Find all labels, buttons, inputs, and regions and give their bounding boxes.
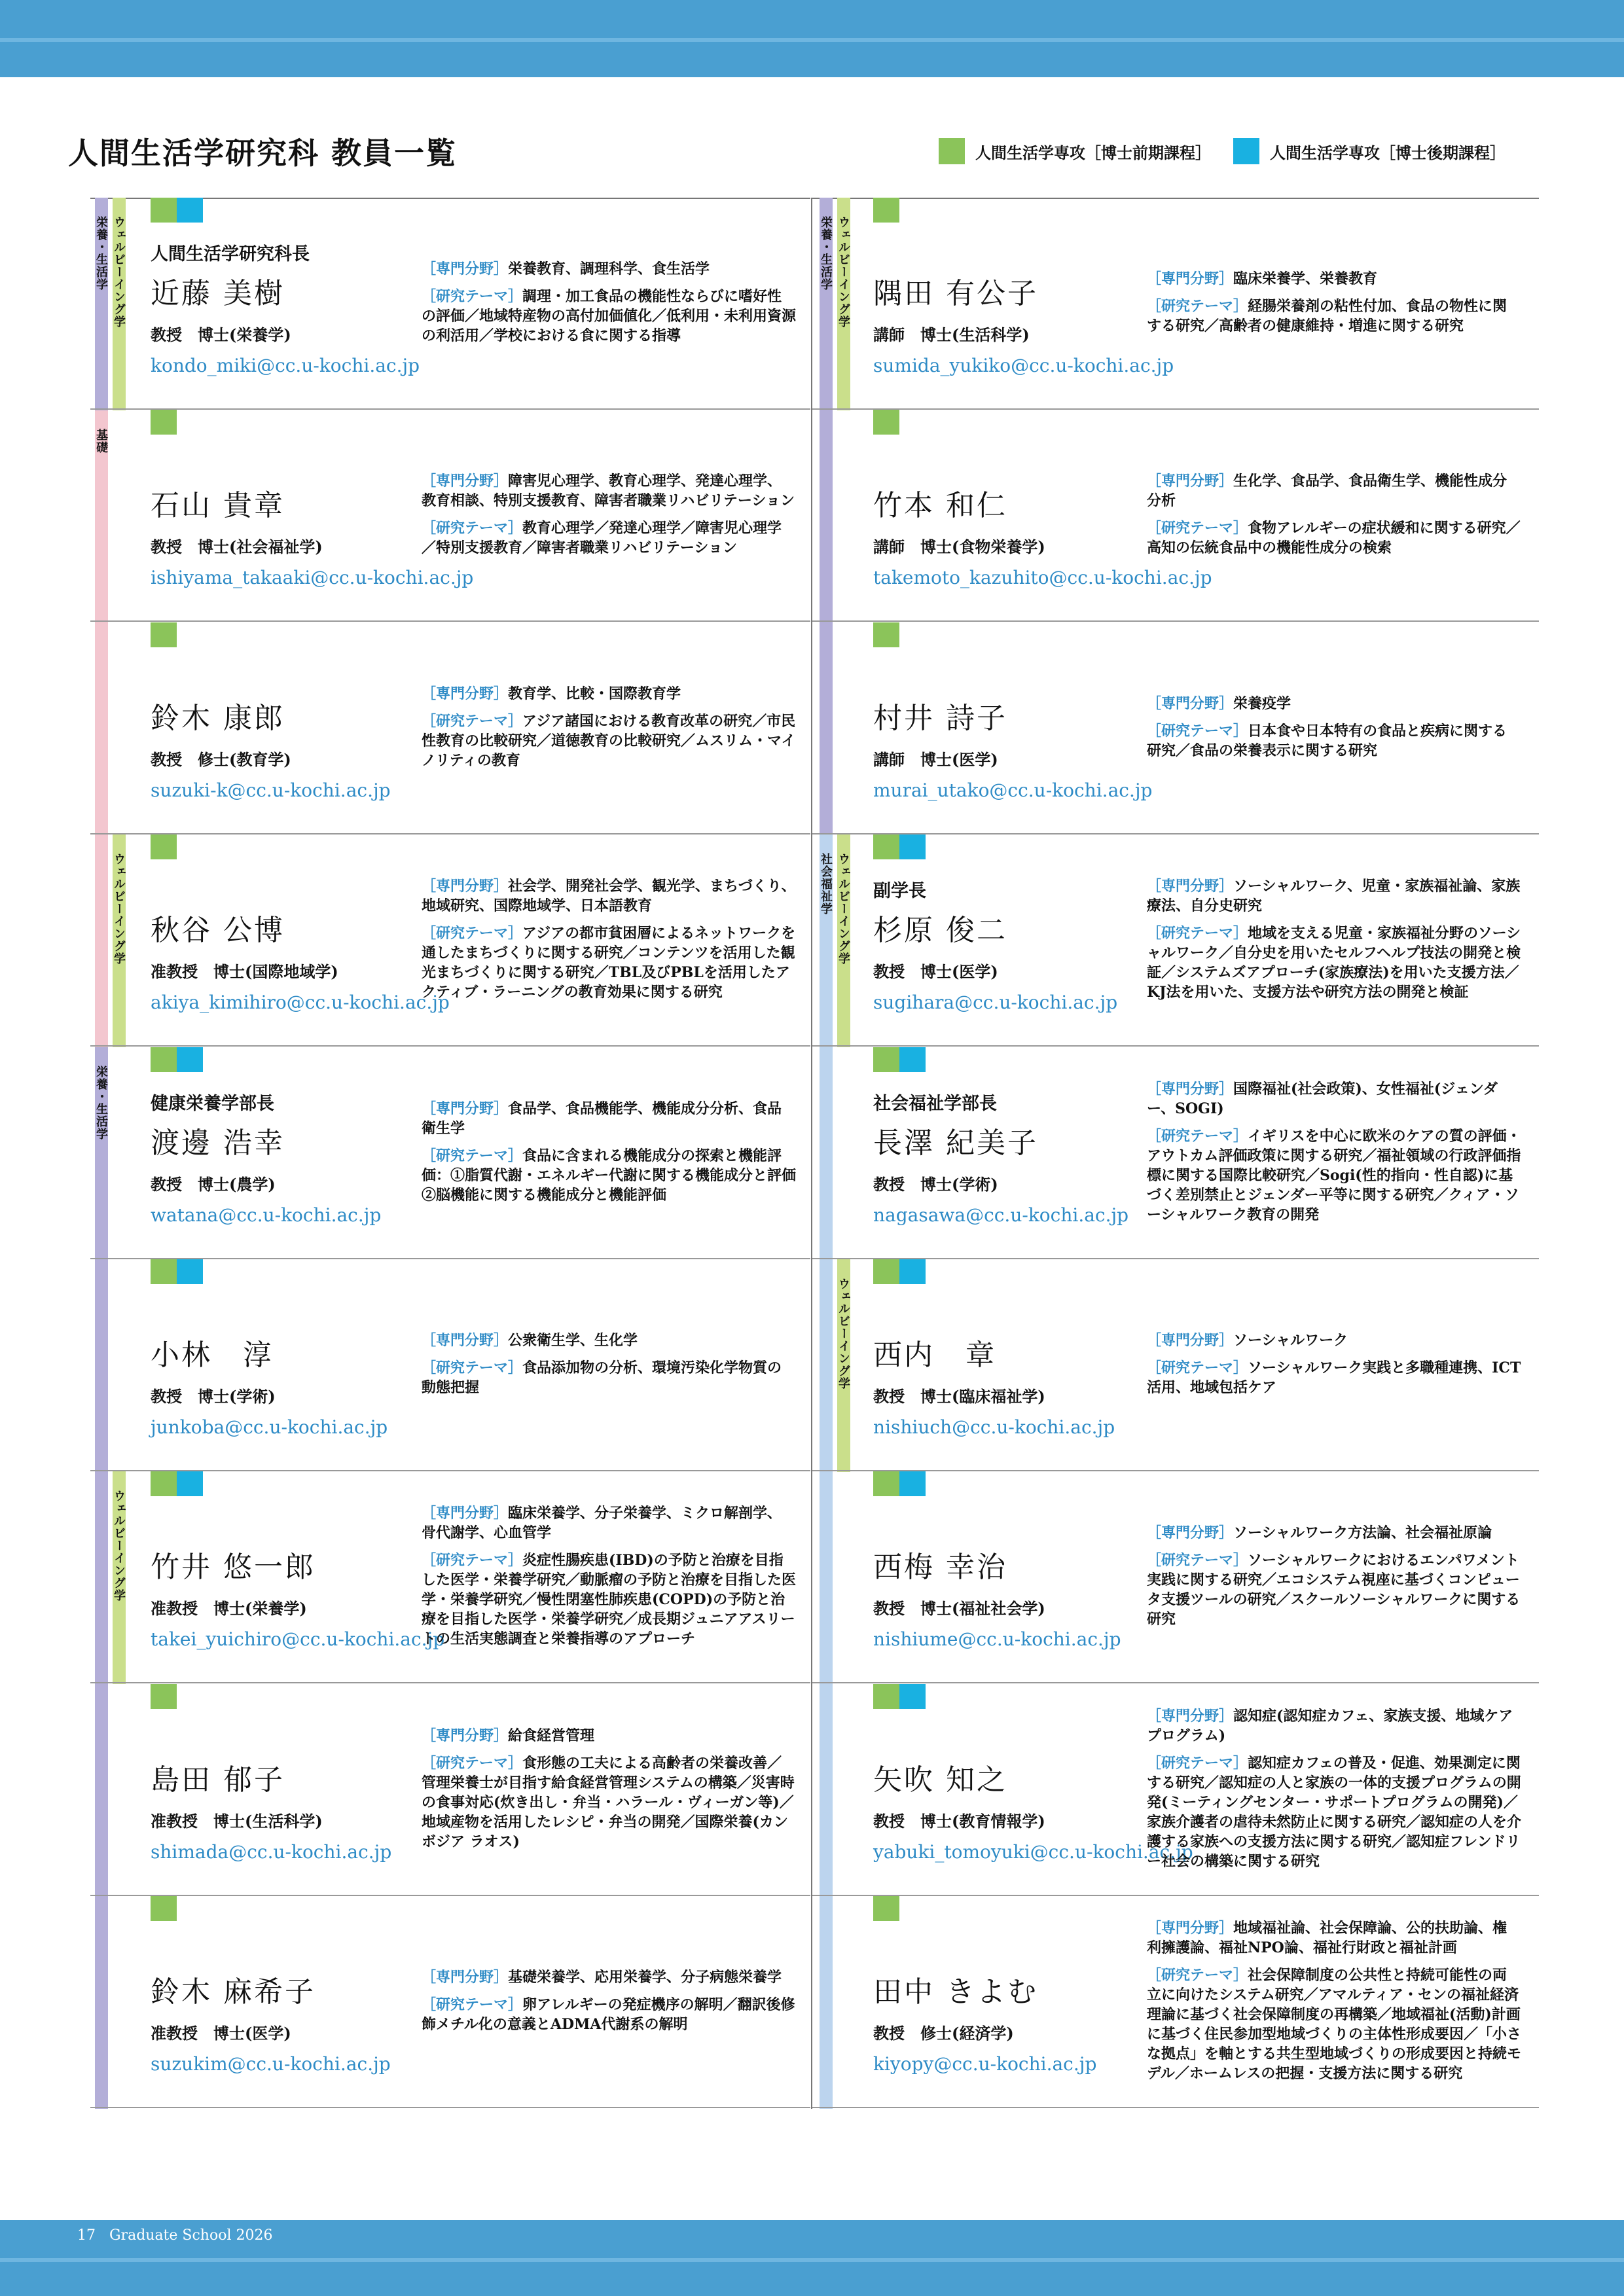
theme-text: 食物アレルギーの症状緩和に関する研究／高知の伝統食品中の機能性成分の検索 (1147, 520, 1521, 556)
program-tag-green (151, 834, 177, 859)
theme-label: ［研究テーマ］ (1147, 1755, 1248, 1772)
faculty-email[interactable]: junkoba@cc.u-kochi.ac.jp (151, 1416, 388, 1438)
research-theme (1147, 1126, 1521, 1225)
category-label: 社会福祉学 (819, 853, 833, 915)
program-tag-cyan (899, 1684, 926, 1709)
program-tags (873, 1471, 926, 1496)
theme-text: 地域を支える児童・家族福祉分野のソーシャルワーク／自分史を用いたセルフヘルプ技法の開発と検証／システムズアプローチ(家族療法)を用いた支援方法／KJ法を用いた、支援方法や研究方法の開発と検証 (1147, 925, 1521, 1001)
faculty-card (812, 834, 1539, 1047)
specialty-field (422, 1099, 796, 1138)
row-divider (812, 1682, 1539, 1683)
faculty-position: 教授 博士(教育情報学) (873, 1812, 1045, 1831)
faculty-email[interactable]: ishiyama_takaaki@cc.u-kochi.ac.jp (151, 567, 474, 588)
faculty-position: 教授 博士(臨床福祉学) (873, 1387, 1045, 1406)
field-label: ［専門分野］ (1147, 1920, 1234, 1937)
theme-label: ［研究テーマ］ (422, 1552, 523, 1569)
faculty-email[interactable]: kondo_miki@cc.u-kochi.ac.jp (151, 355, 420, 376)
faculty-name: 西内 章 (873, 1338, 996, 1372)
faculty-card (90, 622, 810, 834)
faculty-name: 島田 郁子 (151, 1763, 285, 1797)
theme-label: ［研究テーマ］ (1147, 1359, 1248, 1376)
theme-text: 日本食や日本特有の食品と疾病に関する研究／食品の栄養表示に関する研究 (1147, 723, 1507, 759)
field-label: ［専門分野］ (1147, 1708, 1234, 1725)
field-text: 食品学、食品機能学、機能成分分析、食品衛生学 (422, 1100, 782, 1137)
program-tag-green (873, 410, 899, 435)
program-tags (151, 1471, 203, 1496)
faculty-card (812, 198, 1539, 410)
field-label: ［専門分野］ (1147, 270, 1234, 287)
research-theme (422, 1551, 796, 1649)
field-label: ［専門分野］ (422, 1505, 509, 1522)
legend-swatch-cyan (1233, 138, 1259, 164)
faculty-position: 講師 博士(食物栄養学) (873, 537, 1045, 556)
faculty-email[interactable]: takemoto_kazuhito@cc.u-kochi.ac.jp (873, 567, 1212, 588)
research-theme (1147, 1358, 1521, 1397)
program-tag-green (151, 1047, 177, 1072)
theme-text: 社会保障制度の公共性と持続可能性の両立に向けたシステム研究／アマルティア・センの福祉経済理論に基づく社会保障制度の再構築／地域福祉(活動)計画に基づく住民参加型地域づくりの主体性形成要因／「小さな拠点」を軸とする共生型地域づくりの形成要因と持続モデル／ホームレスの把握・支援方法に関する研究 (1147, 1967, 1522, 2082)
category-label: 栄養・生活学 (819, 216, 833, 291)
specialty-field (422, 684, 796, 704)
faculty-email[interactable]: murai_utako@cc.u-kochi.ac.jp (873, 780, 1153, 801)
faculty-name: 長澤 紀美子 (873, 1126, 1038, 1160)
specialty-field (422, 876, 796, 916)
faculty-card (90, 834, 810, 1047)
faculty-name: 西梅 幸治 (873, 1551, 1007, 1584)
research-theme (1147, 1753, 1521, 1871)
field-text: ソーシャルワーク (1233, 1332, 1348, 1349)
research-theme (422, 1995, 796, 2034)
research-info (422, 198, 796, 407)
faculty-position: 教授 博士(社会福祉学) (151, 537, 323, 556)
faculty-position: 教授 博士(医学) (873, 962, 998, 981)
program-tags (151, 1684, 177, 1709)
faculty-email[interactable]: shimada@cc.u-kochi.ac.jp (151, 1841, 392, 1863)
research-theme (1147, 1965, 1521, 2083)
faculty-email[interactable]: nishiume@cc.u-kochi.ac.jp (873, 1628, 1121, 1650)
faculty-card (812, 410, 1539, 622)
faculty-name: 渡邊 浩幸 (151, 1126, 285, 1160)
specialty-field (1147, 1706, 1521, 1746)
specialty-field (422, 259, 796, 279)
faculty-name: 村井 詩子 (873, 702, 1007, 735)
theme-label: ［研究テーマ］ (422, 1755, 523, 1772)
specialty-field (422, 1503, 796, 1543)
theme-text: 食品に含まれる機能成分の探索と機能評価：①脂質代謝・エネルギー代謝に関する機能成分と評価②脳機能に関する機能成分と機能評価 (422, 1147, 797, 1204)
faculty-name: 矢吹 知之 (873, 1763, 1007, 1797)
faculty-name: 秋谷 公博 (151, 914, 285, 947)
research-theme (1147, 924, 1521, 1002)
faculty-email[interactable]: suzuki-k@cc.u-kochi.ac.jp (151, 780, 391, 801)
theme-text: 調理・加工食品の機能性ならびに嗜好性の評価／地域特産物の高付加価値化／低利用・未利用資源の利活用／学校における食に関する指導 (422, 288, 797, 344)
program-tags (873, 198, 899, 223)
specialty-field (1147, 1918, 1521, 1958)
program-tag-green (873, 1471, 899, 1496)
row-divider (812, 620, 1539, 622)
faculty-email[interactable]: kiyopy@cc.u-kochi.ac.jp (873, 2053, 1097, 2075)
theme-text: イギリスを中心に欧米のケアの質の評価・アウトカム評価政策に関する研究／福祉領域の行政評価指標に関する国際比較研究／Sogi(性的指向・性自認)に基づく差別禁止とジェンダー平等に関する研究／クィア・ソーシャルワーク教育の開発 (1147, 1128, 1521, 1223)
theme-label: ［研究テーマ］ (422, 925, 523, 942)
faculty-card (812, 1047, 1539, 1259)
program-tags (873, 1259, 926, 1284)
research-info (422, 1684, 796, 1893)
row-divider (812, 2107, 1539, 2108)
program-tag-cyan (177, 1047, 203, 1072)
faculty-position: 准教授 博士(栄養学) (151, 1599, 307, 1618)
field-label: ［専門分野］ (422, 878, 509, 895)
faculty-card (812, 1896, 1539, 2108)
program-tag-green (873, 622, 899, 647)
field-label: ［専門分野］ (422, 685, 509, 702)
theme-label: ［研究テーマ］ (1147, 723, 1248, 740)
wellbeing-label: ウェルビーイング学 (112, 853, 126, 965)
specialty-field (422, 1331, 796, 1350)
faculty-position: 講師 博士(医学) (873, 750, 998, 769)
program-tag-green (151, 410, 177, 435)
theme-label: ［研究テーマ］ (1147, 1128, 1248, 1145)
field-label: ［専門分野］ (1147, 1081, 1234, 1098)
field-text: 臨床栄養学、分子栄養学、ミクロ解剖学、骨代謝学、心血管学 (422, 1505, 782, 1541)
faculty-position: 講師 博士(生活科学) (873, 325, 1030, 344)
field-label: ［専門分野］ (422, 260, 509, 278)
theme-text: 認知症カフェの普及・促進、効果測定に関する研究／認知症の人と家族の一体的支援プログラムの開発(ミーティングセンター・サポートプログラムの開発)／家族介護者の虐待未然防止に関する研究／認知症の人を介護する家族への支援方法に関する研究／認知症フレンドリー社会の構築に関する研究 (1147, 1755, 1522, 1870)
research-theme (422, 287, 796, 346)
theme-label: ［研究テーマ］ (422, 1359, 523, 1376)
theme-text: アジアの都市貧困層によるネットワークを通したまちづくりに関する研究／コンテンツを活用した観光まちづくりに関する研究／TBL及びPBLを活用したアクティブ・ラーニングの教育効果に関する研究 (422, 925, 796, 1001)
faculty-name: 杉原 俊二 (873, 914, 1007, 947)
field-label: ［専門分野］ (422, 1100, 509, 1117)
theme-label: ［研究テーマ］ (422, 1996, 523, 2013)
theme-label: ［研究テーマ］ (1147, 925, 1248, 942)
faculty-email[interactable]: sumida_yukiko@cc.u-kochi.ac.jp (873, 355, 1174, 376)
footer-title: Graduate School 2026 (109, 2227, 273, 2244)
program-tags (873, 1047, 926, 1072)
field-text: 認知症(認知症カフェ、家族支援、地域ケアプログラム) (1147, 1708, 1513, 1744)
specialty-field (1147, 269, 1521, 289)
specialty-field (422, 1726, 796, 1746)
faculty-card (90, 1896, 810, 2108)
faculty-card (90, 1684, 810, 1896)
program-tag-green (873, 834, 899, 859)
faculty-name: 鈴木 康郎 (151, 702, 285, 735)
research-theme (1147, 518, 1521, 558)
field-text: ソーシャルワーク方法論、社会福祉原論 (1233, 1524, 1492, 1541)
wellbeing-label: ウェルビーイング学 (112, 1490, 126, 1602)
field-label: ［専門分野］ (422, 473, 509, 490)
theme-text: 教育心理学／発達心理学／障害児心理学／特別支援教育／障害者職業リハビリテーション (422, 520, 782, 556)
research-info (422, 1896, 796, 2106)
theme-text: 卵アレルギーの発症機序の解明／翻訳後修飾メチル化の意義とADMA代謝系の解明 (422, 1996, 795, 2033)
field-text: 基礎栄養学、応用栄養学、分子病態栄養学 (508, 1969, 782, 1986)
program-tags (151, 410, 177, 435)
research-info (1147, 1896, 1521, 2106)
theme-label: ［研究テーマ］ (1147, 520, 1248, 537)
field-text: 教育学、比較・国際教育学 (508, 685, 681, 702)
legend-label: 人間生活学専攻［博士前期課程］ (975, 143, 1211, 162)
program-tags (151, 198, 203, 223)
faculty-position: 准教授 博士(医学) (151, 2024, 291, 2043)
research-theme (422, 924, 796, 1002)
field-label: ［専門分野］ (1147, 695, 1234, 712)
specialty-field (422, 1967, 796, 1987)
research-info (422, 1047, 796, 1257)
program-tag-green (151, 1259, 177, 1284)
page-title: 人間生活学研究科 教員一覧 (68, 135, 458, 171)
faculty-email[interactable]: sugihara@cc.u-kochi.ac.jp (873, 992, 1118, 1013)
field-label: ［専門分野］ (1147, 1332, 1234, 1349)
research-theme (1147, 1551, 1521, 1629)
program-tags (151, 834, 177, 859)
theme-label: ［研究テーマ］ (422, 520, 523, 537)
faculty-card (812, 1259, 1539, 1471)
program-tags (151, 1047, 203, 1072)
field-label: ［専門分野］ (1147, 473, 1234, 490)
theme-text: 炎症性腸疾患(IBD)の予防と治療を目指した医学・栄養学研究／動脈瘤の予防と治療を目指した医学・栄養学研究／慢性閉塞性肺疾患(COPD)の予防と治療を目指した医学・栄養学研究／成長期ジュニアアスリートの生活実態調査と栄養指導のアプローチ (422, 1552, 797, 1647)
wellbeing-label: ウェルビーイング学 (837, 1278, 850, 1390)
research-theme (422, 1753, 796, 1852)
faculty-email[interactable]: suzukim@cc.u-kochi.ac.jp (151, 2053, 391, 2075)
field-label: ［専門分野］ (1147, 1524, 1234, 1541)
research-info (422, 410, 796, 619)
research-info (1147, 410, 1521, 619)
faculty-position: 教授 博士(福祉社会学) (873, 1599, 1045, 1618)
faculty-name: 小林 淳 (151, 1338, 274, 1372)
wellbeing-label: ウェルビーイング学 (112, 216, 126, 328)
field-text: 社会学、開発社会学、観光学、まちづくり、地域研究、国際地域学、日本語教育 (422, 878, 796, 914)
specialty-field (422, 471, 796, 511)
field-text: 生化学、食品学、食品衛生学、機能性成分分析 (1147, 473, 1507, 509)
theme-label: ［研究テーマ］ (1147, 1967, 1248, 1984)
specialty-field (1147, 1079, 1521, 1119)
theme-text: ソーシャルワークにおけるエンパワメント実践に関する研究／エコシステム視座に基づくコンピュータ支援ツールの研究／スクールソーシャルワークに関する研究 (1147, 1552, 1521, 1628)
category-label: 栄養・生活学 (94, 1066, 108, 1140)
faculty-email[interactable]: nagasawa@cc.u-kochi.ac.jp (873, 1204, 1129, 1226)
theme-label: ［研究テーマ］ (1147, 1552, 1248, 1569)
field-text: 給食経営管理 (508, 1727, 595, 1744)
faculty-card (90, 198, 810, 410)
faculty-role: 人間生活学研究科長 (151, 244, 310, 264)
field-text: 障害児心理学、教育心理学、発達心理学、教育相談、特別支援教育、障害者職業リハビリテーション (422, 473, 795, 509)
research-info (422, 1471, 796, 1681)
program-tag-green (151, 622, 177, 647)
program-tag-cyan (899, 1471, 926, 1496)
field-label: ［専門分野］ (422, 1727, 509, 1744)
program-tag-green (873, 1896, 899, 1921)
row-divider (90, 1682, 810, 1683)
research-theme (422, 1146, 796, 1205)
category-label: 基礎 (94, 429, 108, 454)
top-band (0, 0, 1624, 77)
program-tags (873, 622, 899, 647)
page-number: 17 (77, 2227, 96, 2244)
specialty-field (1147, 694, 1521, 713)
program-tag-green (873, 1047, 899, 1072)
wellbeing-label: ウェルビーイング学 (837, 216, 850, 328)
faculty-position: 教授 博士(学術) (151, 1387, 276, 1406)
faculty-position: 教授 博士(農学) (151, 1175, 276, 1194)
program-tag-green (873, 1259, 899, 1284)
program-tags (873, 1684, 926, 1709)
legend-swatch-green (939, 138, 965, 164)
faculty-role: 健康栄養学部長 (151, 1094, 274, 1114)
theme-text: アジア諸国における教育改革の研究／市民性教育の比較研究／道徳教育の比較研究／ムスリム・マイノリティの教育 (422, 713, 796, 769)
faculty-name: 竹本 和仁 (873, 489, 1007, 522)
research-info (1147, 198, 1521, 407)
legend-item-doctoral (1233, 138, 1506, 164)
field-label: ［専門分野］ (422, 1969, 509, 1986)
theme-text: ソーシャルワーク実践と多職種連携、ICT活用、地域包括ケア (1147, 1359, 1521, 1396)
faculty-email[interactable]: watana@cc.u-kochi.ac.jp (151, 1204, 382, 1226)
program-tag-cyan (899, 1259, 926, 1284)
faculty-card (90, 1259, 810, 1471)
faculty-position: 教授 博士(学術) (873, 1175, 998, 1194)
theme-label: ［研究テーマ］ (422, 1147, 523, 1164)
program-tag-cyan (899, 1047, 926, 1072)
faculty-card (90, 410, 810, 622)
research-info (1147, 1047, 1521, 1257)
faculty-email[interactable]: takei_yuichiro@cc.u-kochi.ac.jp (151, 1628, 445, 1650)
faculty-position: 准教授 博士(国際地域学) (151, 962, 338, 981)
research-info (1147, 622, 1521, 832)
research-info (1147, 1684, 1521, 1893)
row-divider (90, 2107, 810, 2108)
specialty-field (1147, 876, 1521, 916)
faculty-position: 准教授 博士(生活科学) (151, 1812, 323, 1831)
program-tag-green (151, 1896, 177, 1921)
program-tag-green (873, 198, 899, 223)
faculty-card (812, 1471, 1539, 1683)
legend-item-master (939, 138, 1211, 164)
field-text: 栄養教育、調理科学、食生活学 (508, 260, 710, 278)
specialty-field (1147, 1331, 1521, 1350)
faculty-email[interactable]: yabuki_tomoyuki@cc.u-kochi.ac.jp (873, 1841, 1193, 1863)
faculty-role: 副学長 (873, 881, 926, 901)
theme-text: 食品添加物の分析、環境汚染化学物質の動態把握 (422, 1359, 782, 1396)
research-theme (1147, 296, 1521, 336)
program-tag-cyan (177, 1471, 203, 1496)
field-text: 地域福祉論、社会保障論、公的扶助論、権利擁護論、福祉NPO論、福祉行財政と福祉計画 (1147, 1920, 1507, 1956)
field-label: ［専門分野］ (422, 1332, 509, 1349)
faculty-card (812, 1684, 1539, 1896)
program-tag-green (151, 1471, 177, 1496)
theme-text: 食形態の工夫による高齢者の栄養改善／管理栄養士が目指す給食経営管理システムの構築／災害時の食事対応(炊き出し・弁当・ハラール・ヴィーガン等)／地域産物を活用したレシピ・弁当の開発／国際栄養(カンボジア ラオス) (422, 1755, 795, 1850)
program-tag-cyan (177, 198, 203, 223)
faculty-card (812, 622, 1539, 834)
faculty-card (90, 1047, 810, 1259)
legend-label: 人間生活学専攻［博士後期課程］ (1270, 143, 1506, 162)
theme-label: ［研究テーマ］ (1147, 298, 1248, 315)
faculty-card (90, 1471, 810, 1683)
page-footer (77, 2227, 272, 2244)
research-theme (422, 711, 796, 770)
faculty-name: 近藤 美樹 (151, 277, 285, 310)
field-text: 栄養疫学 (1233, 695, 1291, 712)
faculty-name: 竹井 悠一郎 (151, 1551, 316, 1584)
research-info (422, 622, 796, 832)
research-theme (1147, 721, 1521, 761)
program-tags (873, 834, 926, 859)
faculty-role: 社会福祉学部長 (873, 1094, 997, 1114)
research-info (1147, 834, 1521, 1044)
faculty-email[interactable]: akiya_kimihiro@cc.u-kochi.ac.jp (151, 992, 450, 1013)
program-tag-green (151, 198, 177, 223)
field-text: ソーシャルワーク、児童・家族福祉論、家族療法、自分史研究 (1147, 878, 1521, 914)
program-tags (151, 1896, 177, 1921)
specialty-field (1147, 471, 1521, 511)
faculty-name: 鈴木 麻希子 (151, 1975, 316, 2009)
faculty-name: 石山 貴章 (151, 489, 285, 522)
category-label: 栄養・生活学 (94, 216, 108, 291)
research-info (1147, 1259, 1521, 1469)
field-label: ［専門分野］ (1147, 878, 1234, 895)
research-info (422, 834, 796, 1044)
program-tag-cyan (899, 834, 926, 859)
row-divider (90, 1045, 810, 1047)
wellbeing-label: ウェルビーイング学 (837, 853, 850, 965)
specialty-field (1147, 1523, 1521, 1543)
field-text: 臨床栄養学、栄養教育 (1233, 270, 1378, 287)
theme-label: ［研究テーマ］ (422, 288, 523, 305)
faculty-name: 田中 きよむ (873, 1975, 1038, 2009)
research-info (1147, 1471, 1521, 1681)
field-text: 国際福祉(社会政策)、女性福祉(ジェンダー、SOGI) (1147, 1081, 1498, 1117)
faculty-position: 教授 博士(栄養学) (151, 325, 291, 344)
program-tag-green (151, 1684, 177, 1709)
faculty-position: 教授 修士(経済学) (873, 2024, 1014, 2043)
program-tag-cyan (177, 1259, 203, 1284)
program-tag-green (873, 1684, 899, 1709)
research-theme (422, 518, 796, 558)
program-tags (873, 1896, 899, 1921)
faculty-email[interactable]: nishiuch@cc.u-kochi.ac.jp (873, 1416, 1115, 1438)
field-text: 公衆衛生学、生化学 (508, 1332, 638, 1349)
faculty-position: 教授 修士(教育学) (151, 750, 291, 769)
faculty-name: 隅田 有公子 (873, 277, 1038, 310)
research-info (422, 1259, 796, 1469)
theme-text: 経腸栄養剤の粘性付加、食品の物性に関する研究／高齢者の健康維持・増進に関する研究 (1147, 298, 1507, 334)
program-tags (151, 1259, 203, 1284)
row-divider (812, 1045, 1539, 1047)
row-divider (90, 620, 810, 622)
theme-label: ［研究テーマ］ (422, 713, 523, 730)
program-tags (151, 622, 177, 647)
research-theme (422, 1358, 796, 1397)
program-tags (873, 410, 899, 435)
